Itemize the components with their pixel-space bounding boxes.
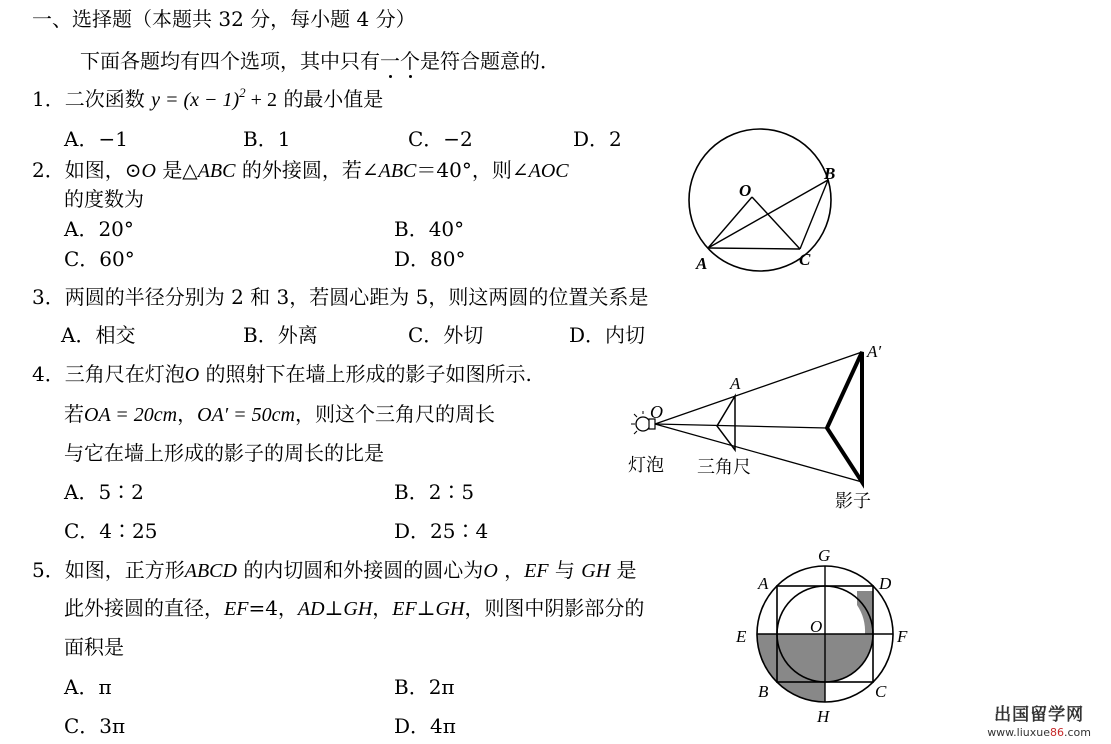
- q1-expression: $y = (x - 1)^2 + 2$: [151, 85, 277, 111]
- q2-label-a: A: [696, 254, 708, 273]
- question-5: 5．如图，正方形ABCD 的内切圆和外接圆的圆心为O ，EF 与 GH 是: [32, 558, 637, 582]
- q3-option-a: A．相交: [61, 323, 136, 347]
- watermark-title: 出国留学网: [994, 705, 1085, 725]
- watermark-url: www.liuxue86.com: [987, 726, 1091, 739]
- q1-option-c: C．−2: [408, 127, 473, 151]
- q5-label-o: O: [810, 617, 823, 636]
- q4-label-o: O: [650, 402, 663, 422]
- q2-line-2: 的度数为: [64, 187, 144, 211]
- watermark: [987, 707, 1091, 738]
- q5-label-c: C: [875, 682, 887, 701]
- q5-label-h: H: [817, 707, 830, 726]
- q1-option-d: D．2: [573, 127, 622, 151]
- q5-shaded-upper-right: [857, 591, 873, 634]
- q5-label-g: G: [818, 546, 831, 565]
- q4-line-3: 与它在墙上形成的影子的周长的比是: [64, 441, 384, 465]
- q1-option-a: A．−1: [64, 127, 128, 151]
- question-2: 2．如图，⊙O 是△ABC 的外接圆，若∠ABC＝40°，则∠AOC: [32, 158, 569, 182]
- q4-label-a: A: [730, 374, 741, 393]
- q4-label-set-square: 三角尺: [697, 457, 751, 478]
- q5-label-e: E: [736, 627, 747, 646]
- q2-label-b: B: [824, 164, 836, 183]
- q3-option-b: B．外离: [243, 323, 318, 347]
- q4-option-b: B．2∶5: [394, 480, 475, 504]
- q4-label-bulb: 灯泡: [628, 455, 664, 476]
- q5-line-3: 面积是: [64, 635, 124, 659]
- q5-label-a: A: [758, 574, 769, 593]
- section-heading: 一、选择题（本题共 32 分，每小题 4 分）: [32, 7, 416, 31]
- q5-option-b: B．2π: [394, 675, 455, 699]
- q4-option-d: D．25∶4: [394, 519, 489, 543]
- q4-label-shadow: 影子: [835, 491, 871, 512]
- q5-line-2: 此外接圆的直径，EF=4，AD⊥GH，EF⊥GH，则图中阴影部分的: [64, 596, 645, 620]
- q5-option-d: D．4π: [394, 714, 456, 738]
- q5-option-a: A．π: [64, 675, 112, 699]
- q2-option-c: C．60°: [64, 247, 135, 271]
- q2-option-d: D．80°: [394, 247, 466, 271]
- q4-option-a: A．5∶2: [64, 480, 144, 504]
- q4-label-a-prime: A′: [867, 342, 882, 361]
- q3-option-c: C．外切: [408, 323, 484, 347]
- question-3: 3．两圆的半径分别为 2 和 3，若圆心距为 5，则这两圆的位置关系是: [32, 285, 649, 309]
- question-1: 1．二次函数 $y = (x - 1)^2 + 2$ 的最小值是: [32, 85, 384, 111]
- q5-label-f: F: [897, 627, 908, 646]
- q5-label-d: D: [879, 574, 892, 593]
- q2-label-c: C: [799, 250, 811, 269]
- q5-label-b: B: [758, 682, 769, 701]
- q1-option-b: B．1: [243, 127, 291, 151]
- q2-option-b: B．40°: [394, 217, 465, 241]
- q5-option-c: C．3π: [64, 714, 126, 738]
- question-4: 4．三角尺在灯泡O 的照射下在墙上形成的影子如图所示.: [32, 362, 532, 386]
- q2-option-a: A．20°: [64, 217, 134, 241]
- q4-option-c: C．4∶25: [64, 519, 158, 543]
- section-instruction: 下面各题均有四个选项，其中只有一个是符合题意的．: [80, 49, 560, 73]
- q4-line-2: 若OA = 20cm，OA′ = 50cm，则这个三角尺的周长: [64, 402, 495, 426]
- q3-option-d: D．内切: [569, 323, 646, 347]
- q2-label-o: O: [739, 181, 752, 200]
